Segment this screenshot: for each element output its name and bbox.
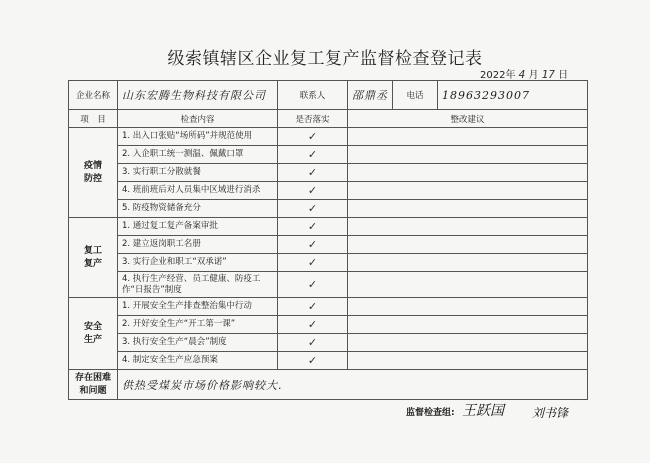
date-month-unit: 月 bbox=[528, 70, 539, 81]
suggestion-cell bbox=[348, 200, 588, 218]
suggestion-cell bbox=[348, 254, 588, 272]
check-mark: ✓ bbox=[278, 272, 348, 298]
check-mark: ✓ bbox=[278, 236, 348, 254]
check-item: 2. 开好安全生产“开工第一课” bbox=[118, 316, 278, 334]
check-item: 3. 执行安全生产“晨会”制度 bbox=[118, 334, 278, 352]
check-item: 1. 通过复工复产备案审批 bbox=[118, 218, 278, 236]
check-mark: ✓ bbox=[278, 316, 348, 334]
table-row bbox=[69, 298, 588, 316]
check-item: 2. 建立返岗职工名册 bbox=[118, 236, 278, 254]
header-row bbox=[69, 81, 588, 110]
table-row bbox=[69, 200, 588, 218]
check-item: 1. 开展安全生产排查整治集中行动 bbox=[118, 298, 278, 316]
date-year: 2022年 bbox=[480, 70, 516, 81]
suggestion-cell bbox=[348, 334, 588, 352]
phone-label: 电话 bbox=[393, 81, 438, 110]
inspectors-label: 监督检查组: bbox=[406, 408, 455, 418]
company-value: 山东宏腾生物科技有限公司 bbox=[118, 81, 278, 110]
check-item: 1. 出入口张贴“场所码”并规范使用 bbox=[118, 128, 278, 146]
col-content: 检查内容 bbox=[118, 110, 278, 128]
check-item: 2. 入企职工统一测温、佩戴口罩 bbox=[118, 146, 278, 164]
problems-label: 存在困难 和问题 bbox=[69, 370, 118, 400]
signature-2: 刘书锋 bbox=[532, 406, 569, 420]
problems-value: 供热受煤炭市场价格影响较大. bbox=[118, 370, 588, 400]
check-mark: ✓ bbox=[278, 334, 348, 352]
suggestion-cell bbox=[348, 272, 588, 298]
suggestion-cell bbox=[348, 164, 588, 182]
check-mark: ✓ bbox=[278, 352, 348, 370]
form-title: 级索镇辖区企业复工复产监督检查登记表 bbox=[167, 49, 483, 69]
check-item: 5. 防疫物资储备充分 bbox=[118, 200, 278, 218]
company-label: 企业名称 bbox=[69, 81, 118, 110]
check-mark: ✓ bbox=[278, 200, 348, 218]
suggestion-cell bbox=[348, 236, 588, 254]
check-mark: ✓ bbox=[278, 254, 348, 272]
table-row bbox=[69, 316, 588, 334]
signature-1: 王跃国 bbox=[462, 403, 504, 419]
table-row bbox=[69, 164, 588, 182]
table-row bbox=[69, 218, 588, 236]
table-row bbox=[69, 352, 588, 370]
date-line bbox=[480, 66, 568, 81]
check-mark: ✓ bbox=[278, 164, 348, 182]
column-header-row bbox=[69, 110, 588, 128]
category-safety: 安全 生产 bbox=[69, 298, 118, 370]
date-month: 4 bbox=[518, 68, 526, 81]
table-row bbox=[69, 334, 588, 352]
check-mark: ✓ bbox=[278, 146, 348, 164]
col-done: 是否落实 bbox=[278, 110, 348, 128]
suggestion-cell bbox=[348, 146, 588, 164]
contact-value: 邵鼎丞 bbox=[348, 81, 393, 110]
table-row bbox=[69, 182, 588, 200]
suggestion-cell bbox=[348, 352, 588, 370]
table-row bbox=[69, 128, 588, 146]
phone-value: 18963293007 bbox=[438, 81, 588, 110]
suggestion-cell bbox=[348, 182, 588, 200]
table-row bbox=[69, 146, 588, 164]
table-row bbox=[69, 272, 588, 298]
suggestion-cell bbox=[348, 316, 588, 334]
suggestion-cell bbox=[348, 298, 588, 316]
date-day: 17 bbox=[541, 68, 555, 81]
check-item: 4. 班前班后对人员集中区域进行消杀 bbox=[118, 182, 278, 200]
inspection-table bbox=[68, 80, 588, 400]
check-item: 3. 实行企业和职工“双承诺” bbox=[118, 254, 278, 272]
check-mark: ✓ bbox=[278, 182, 348, 200]
check-item: 3. 实行职工分散就餐 bbox=[118, 164, 278, 182]
suggestion-cell bbox=[348, 218, 588, 236]
table-row bbox=[69, 254, 588, 272]
suggestion-cell bbox=[348, 128, 588, 146]
category-epidemic: 疫情 防控 bbox=[69, 128, 118, 218]
col-item: 项 目 bbox=[69, 110, 118, 128]
date-day-unit: 日 bbox=[558, 70, 569, 81]
problems-row bbox=[69, 370, 588, 400]
check-mark: ✓ bbox=[278, 218, 348, 236]
check-item: 4. 执行生产经营、员工健康、防疫工作“日报告”制度 bbox=[118, 272, 278, 298]
check-mark: ✓ bbox=[278, 128, 348, 146]
table-row bbox=[69, 236, 588, 254]
contact-label: 联系人 bbox=[278, 81, 348, 110]
check-item: 4. 制定安全生产应急预案 bbox=[118, 352, 278, 370]
category-resume: 复工 复产 bbox=[69, 218, 118, 298]
col-suggestion: 整改建议 bbox=[348, 110, 588, 128]
check-mark: ✓ bbox=[278, 298, 348, 316]
